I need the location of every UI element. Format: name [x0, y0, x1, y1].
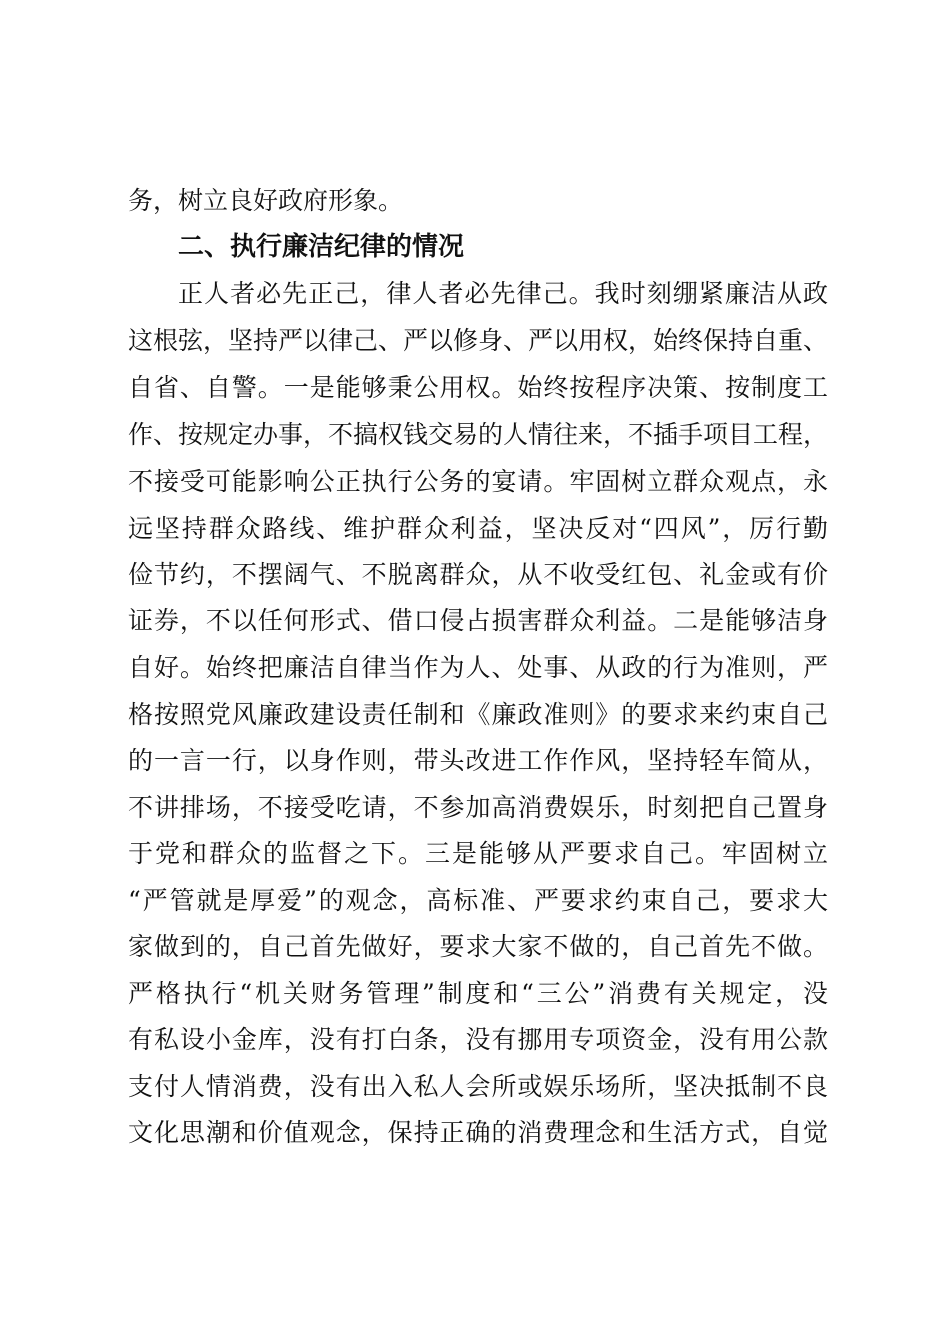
paragraph-line: 远坚持群众路线、维护群众利益，坚决反对“四风”，厉行勤: [128, 514, 828, 543]
paragraph-line: 作、按规定办事，不搞权钱交易的人情往来，不插手项目工程，: [128, 420, 829, 449]
paragraph-line: 的一言一行，以身作则，带头改进工作作风，坚持轻车简从，: [128, 746, 828, 775]
paragraph-line: 支付人情消费，没有出入私人会所或娱乐场所，坚决抵制不良: [128, 1072, 828, 1101]
paragraph-line: 俭节约，不摆阔气、不脱离群众，从不收受红包、礼金或有价: [128, 560, 828, 589]
paragraph-line: 格按照党风廉政建设责任制和《廉政准则》的要求来约束自己: [128, 700, 828, 729]
paragraph-line: 于党和群众的监督之下。三是能够从严要求自己。牢固树立: [128, 839, 828, 868]
paragraph-line: 正人者必先正己，律人者必先律己。我时刻绷紧廉洁从政: [178, 279, 828, 308]
paragraph-line: 自好。始终把廉洁自律当作为人、处事、从政的行为准则，严: [128, 653, 828, 682]
continuation-line: 务，树立良好政府形象。: [128, 186, 404, 215]
paragraph-line: 文化思潮和价值观念，保持正确的消费理念和生活方式，自觉: [128, 1118, 828, 1147]
paragraph-line: 不讲排场，不接受吃请，不参加高消费娱乐，时刻把自己置身: [128, 793, 828, 822]
paragraph-line: “严管就是厚爱”的观念，高标准、严要求约束自己，要求大: [128, 886, 828, 915]
paragraph-line: 不接受可能影响公正执行公务的宴请。牢固树立群众观点，永: [128, 467, 828, 496]
section-heading: 二、执行廉洁纪律的情况: [178, 232, 465, 262]
paragraph-line: 自省、自警。一是能够秉公用权。始终按程序决策、按制度工: [128, 373, 828, 402]
paragraph-line: 这根弦，坚持严以律己、严以修身、严以用权，始终保持自重、: [128, 326, 829, 355]
paragraph-line: 严格执行“机关财务管理”制度和“三公”消费有关规定，没: [128, 979, 828, 1008]
paragraph-line: 有私设小金库，没有打白条，没有挪用专项资金，没有用公款: [128, 1025, 828, 1054]
paragraph-line: 证券，不以任何形式、借口侵占损害群众利益。二是能够洁身: [128, 606, 828, 635]
paragraph-line: 家做到的，自己首先做好，要求大家不做的，自己首先不做。: [128, 932, 828, 961]
